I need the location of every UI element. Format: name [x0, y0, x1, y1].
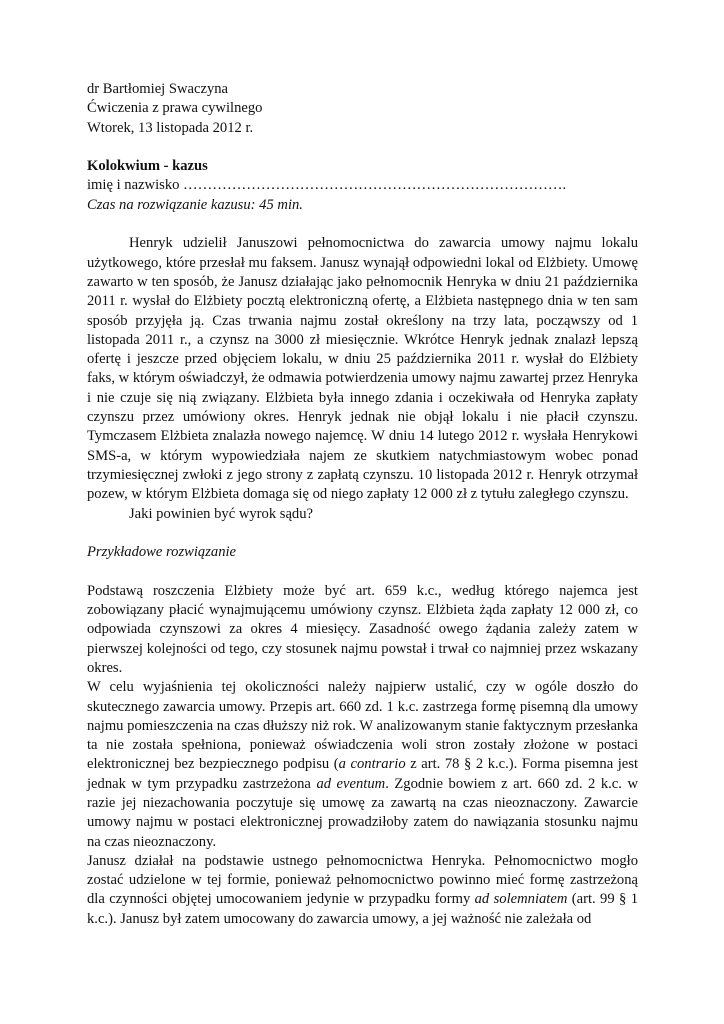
- latin-term: ad solemniatem: [474, 891, 568, 908]
- paragraph-text: . Zgodnie bowiem z art. 660 zd. 2 k.c. w razie jej niezachowania poczytuje się umowę za zawartą na czas nieoznaczony. Zawarcie umowy najmu w postaci elektronicznej prowadziłoby zatem do nawiązania stosunku najmu na czas nieoznaczony.: [87, 775, 638, 850]
- paragraph-text: W celu wyjaśnienia tej okoliczności należy najpierw ustalić, czy w ogóle doszło do skutecznego zawarcia umowy. Przepis art. 660 zd. 1 k.c. zastrzega formę pisemną dla umowy najmu pomieszczenia na czas dłuższy niż rok. W analizowanym stanie faktycznym przesłanka ta nie została spełniona, ponieważ oświadczenia woli stron zostały złożone w postaci elektronicznej bez bezpiecznego podpisu (: [87, 679, 638, 773]
- name-field-line: imię i nazwisko …………………………………………………………………….: [87, 177, 567, 194]
- test-title: Kolokwium - kazus: [87, 158, 208, 175]
- spacer: [87, 524, 638, 543]
- latin-term: a contrario: [338, 756, 406, 773]
- solution-paragraph-1: Podstawą roszczenia Elżbiety może być art. 659 k.c., według którego najemca jest zobowiązany płacić wynajmującemu umówiony czynsz. Elżbieta żąda zapłaty 12 000 zł, co odpowiada czynszowi za okres 4 miesięcy. Zasadność owego żądania zależy zatem w pierwszej kolejności od tego, czy stosunek najmu powstał i trwał co najmniej przez wskazany okres.: [87, 582, 638, 676]
- paragraph-text: Janusz działał na podstawie ustnego pełnomocnictwa Henryka. Pełnomocnictwo mogło zostać udzielone w tej formie, ponieważ pełnomocnictwo powinno mieć formę zastrzeżoną dla czynności objętej umocowaniem jedynie w przypadku formy: [87, 852, 638, 908]
- spacer: [87, 138, 638, 157]
- latin-term: ad eventum: [316, 775, 386, 792]
- solution-paragraph-3: [87, 852, 638, 929]
- document-page: [87, 80, 638, 929]
- solution-heading: Przykładowe rozwiązanie: [87, 544, 237, 561]
- paragraph-text: (art. 99 § 1 k.c.). Janusz był zatem umocowany do zawarcia umowy, a jej ważność nie zależała od: [87, 891, 638, 927]
- solution-paragraph-2: [87, 678, 638, 852]
- case-question: Jaki powinien być wyrok sądu?: [129, 505, 314, 522]
- paragraph-text: z art. 78 § 2 k.c.). Forma pisemna jest jednak w tym przypadku zastrzeżona: [87, 756, 638, 792]
- date-line: Wtorek, 13 listopada 2012 r.: [87, 119, 254, 136]
- case-paragraph: Henryk udzielił Januszowi pełnomocnictwa do zawarcia umowy najmu lokalu użytkowego, które przesłał mu faksem. Janusz wynajął odpowiedni lokal od Elżbiety. Umowę zawarto w ten sposób, że Janusz działając jako pełnomocnik Henryka w dniu 21 października 2011 r. wysłał do Elżbiety pocztą elektroniczną ofertę, a Elżbieta następnego dnia w ten sam sposób przyjęła ją. Czas trwania najmu został określony na trzy lata, począwszy od 1 listopada 2011 r., a czynsz na 3000 zł miesięcznie. Wkrótce Henryk jednak znalazł lepszą ofertę i jeszcze przed objęciem lokalu, w dniu 25 października 2011 r. wysłał do Elżbiety faks, w którym oświadczył, że odmawia potwierdzenia umowy najmu zawartej przez Henryka i nie czuje się nią związany. Elżbieta była innego zdania i oczekiwała od Henryka zapłaty czynszu przez umówiony okres. Henryk jednak nie objął lokalu i nie płacił czynszu. Tymczasem Elżbieta znalazła nowego najemcę. W dniu 14 lutego 2012 r. wysłała Henrykowi SMS-a, w którym wypowiedziała najem ze skutkiem natychmiastowym wobec ponad trzymiesięcznej zwłoki z jego strony z zapłatą czynszu. 10 listopada 2012 r. Henryk otrzymał pozew, w którym Elżbieta domaga się od niego zapłaty 12 000 zł z tytułu zaległego czynszu.: [87, 235, 638, 503]
- spacer: [87, 215, 638, 234]
- time-note: Czas na rozwiązanie kazusu: 45 min.: [87, 196, 303, 213]
- course-line: Ćwiczenia z prawa cywilnego: [87, 100, 263, 117]
- spacer: [87, 562, 638, 581]
- author-line: dr Bartłomiej Swaczyna: [87, 81, 229, 97]
